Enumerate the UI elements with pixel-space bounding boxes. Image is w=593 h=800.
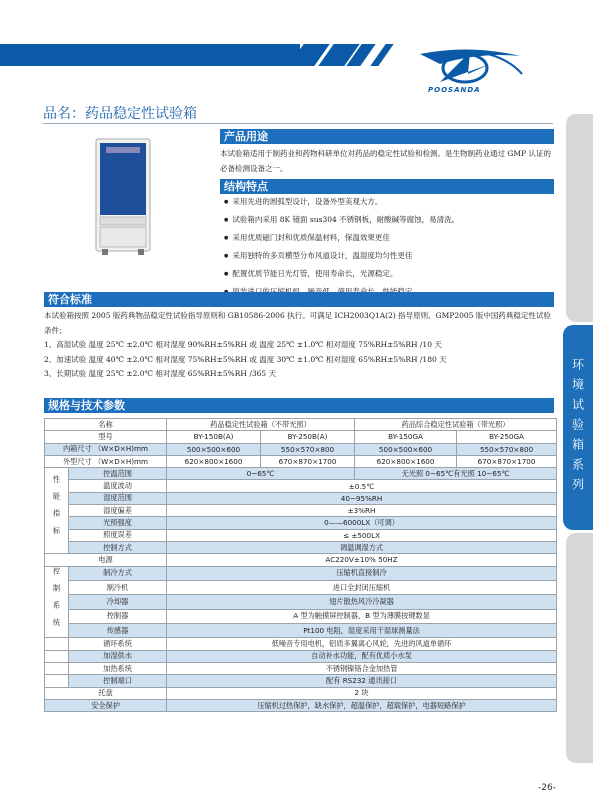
spec-table [44,418,557,712]
table-row [45,480,557,492]
cell: 自动补水功能，配有优质小水泵 [167,650,557,662]
side-tab-category: 环境试验箱系列 [563,325,593,530]
table-row [45,529,557,541]
row-label: 控制器 [69,609,167,623]
standard-text [44,309,554,382]
cell: 压缩机过热保护，缺水保护，超温保护，超载保护，电器短路保护 [167,699,557,711]
cell: 不锈钢镍铬合金加热管 [167,662,557,674]
row-label: 制冷方式 [69,566,167,580]
structure-list [224,193,554,301]
cell: 620×800×1600 [355,455,457,467]
table-row [45,699,557,711]
cell: 500×500×600 [167,443,261,455]
row-label: 电源 [45,554,167,566]
row-label: 外型尺寸 （W×D×H)mm [45,455,167,467]
row-label: 内箱尺寸 （W×D×H)mm [45,443,167,455]
cell: BY-250GA [457,431,557,443]
row-label: 安全保护 [45,699,167,711]
row-label: 加湿供水 [69,650,167,662]
table-row [45,431,557,443]
cell: 低噪音专用电机，铝质多翼离心风轮，先进的风道单循环 [167,638,557,650]
table-row [45,580,557,594]
table-row [45,492,557,504]
cell: 进口全封闭压缩机 [167,580,557,594]
table-row [45,595,557,609]
row-label: 控制方式 [69,541,167,553]
cell: 0——6000LX（可调） [167,517,557,529]
section-header-spec: 规格与技术参数 [44,398,554,413]
table-row [45,468,557,480]
row-label: 型号 [45,431,167,443]
table-row [45,505,557,517]
table-row [45,455,557,467]
table-row [45,554,557,566]
blank-cell [45,638,69,650]
header-name: 名称 [45,419,167,431]
row-label: 控制端口 [69,675,167,687]
cell: 无光照 0~65℃有光照 10~65℃ [355,468,557,480]
standard-intro: 本试验箱按照 2005 版药典物品稳定性试验指导原则和 GB10586-2006 执行。可满足 ICH2003Q1A(2) 指导原则、GMP2005 版中国药典稳定性试验条件； [44,311,551,335]
cell: 0~65℃ [167,468,355,480]
table-row [45,609,557,623]
list-item: ● 采用优质磁门封和优质保温材料，保温效果更佳 [224,229,554,247]
cell: 670×870×1700 [261,455,355,467]
cell: BY-150GA [355,431,457,443]
header-banner [0,44,400,66]
list-item: ● 采用独特的多页横型分布风道设计，温湿度均匀性更佳 [224,247,554,265]
section-header-usage: 产品用途 [220,129,554,144]
list-item: ● 配置优质节能日光灯管，使用寿命长，光源稳定。 [224,265,554,283]
cell: 翅片散热风冷冷凝器 [167,595,557,609]
side-tab-bottom [566,533,593,763]
group-label-control: 控制系统 [45,566,69,638]
row-label: 传感器 [69,624,167,638]
row-label: 制冷机 [69,580,167,594]
group-label-performance: 性能指标 [45,468,69,554]
company-logo [410,44,530,92]
table-row [45,687,557,699]
table-row [45,517,557,529]
table-row [45,650,557,662]
cell: BY-150B(A) [167,431,261,443]
cell: 500×500×600 [355,443,457,455]
cell: 550×570×800 [457,443,557,455]
row-label: 冷却器 [69,595,167,609]
cell: ≤ ±500LX [167,529,557,541]
row-label: 加热系统 [69,662,167,674]
page-number: -26- [538,783,556,793]
row-label: 温度波动 [69,480,167,492]
standard-line-1: 1、高湿试验 温度 25℃ ±2.0℃ 相对湿度 90%RH±5%RH 或 温度 25℃ ±1.0℃ 相对湿度 75%RH±5%RH /10 天 [44,340,442,349]
header-group2: 药品综合稳定性试验箱（带光照） [355,419,557,431]
page-title: 品名：药品稳定性试验箱 [43,106,197,122]
section-header-structure: 结构特点 [220,179,554,194]
section-header-standard: 符合标准 [44,292,554,307]
cell: 670×870×1700 [457,455,557,467]
side-tab-top [566,114,593,322]
title-divider [43,123,553,124]
blank-cell [45,675,69,687]
cell: ±3%RH [167,505,557,517]
standard-line-2: 2、加速试验 温度 40℃ ±2.0℃ 相对湿度 75%RH±5%RH 或 温度 30℃ ±1.0℃ 相对湿度 65%RH±5%RH /180 天 [44,354,447,364]
row-label: 光照强度 [69,517,167,529]
cell: Pt100 电阻，湿度采用干湿球测量法 [167,624,557,638]
table-row [45,541,557,553]
table-row [45,566,557,580]
cell: ±0.5℃ [167,480,557,492]
table-row [45,624,557,638]
blank-cell [45,662,69,674]
cell: 620×800×1600 [167,455,261,467]
cell: 配有 RS232 通讯接口 [167,675,557,687]
row-label: 控温范围 [69,468,167,480]
cell: 压缩机直接制冷 [167,566,557,580]
table-row [45,662,557,674]
cell: BY-250B(A) [261,431,355,443]
cell: 40~95%RH [167,492,557,504]
cell: AC220V±10% 50HZ [167,554,557,566]
row-label: 湿度范围 [69,492,167,504]
standard-line-3: 3、长期试验 温度 25℃ ±2.0℃ 相对湿度 65%RH±5%RH /365 天 [44,369,277,378]
cell: 2 块 [167,687,557,699]
row-label: 托盘 [45,687,167,699]
list-item: ● 采用先进的圆弧型设计，设备外型美观大方。 [224,193,554,211]
cell: A 型为触摸屏控制器，B 型为薄膜按键数显 [167,609,557,623]
header-group1: 药品稳定性试验箱（不带光照） [167,419,355,431]
usage-text: 本试验箱适用于制药业和药物科研单位对药品的稳定性试验和检测。是生物制药业通过 GMP 认证的必备检测设备之一。 [220,149,551,173]
table-row [45,419,557,431]
table-row [45,675,557,687]
row-label: 湿度偏差 [69,505,167,517]
row-label: 循环系统 [69,638,167,650]
table-row [45,443,557,455]
table-row [45,638,557,650]
cell: 调温调湿方式 [167,541,557,553]
product-image [92,137,154,257]
list-item: ● 试验箱内采用 8K 镜面 sus304 不锈钢板，耐酸碱等腐蚀，易清洗。 [224,211,554,229]
logo-text: POOSANDA [428,86,481,94]
row-label: 照度误差 [69,529,167,541]
cell: 550×570×800 [261,443,355,455]
blank-cell [45,650,69,662]
